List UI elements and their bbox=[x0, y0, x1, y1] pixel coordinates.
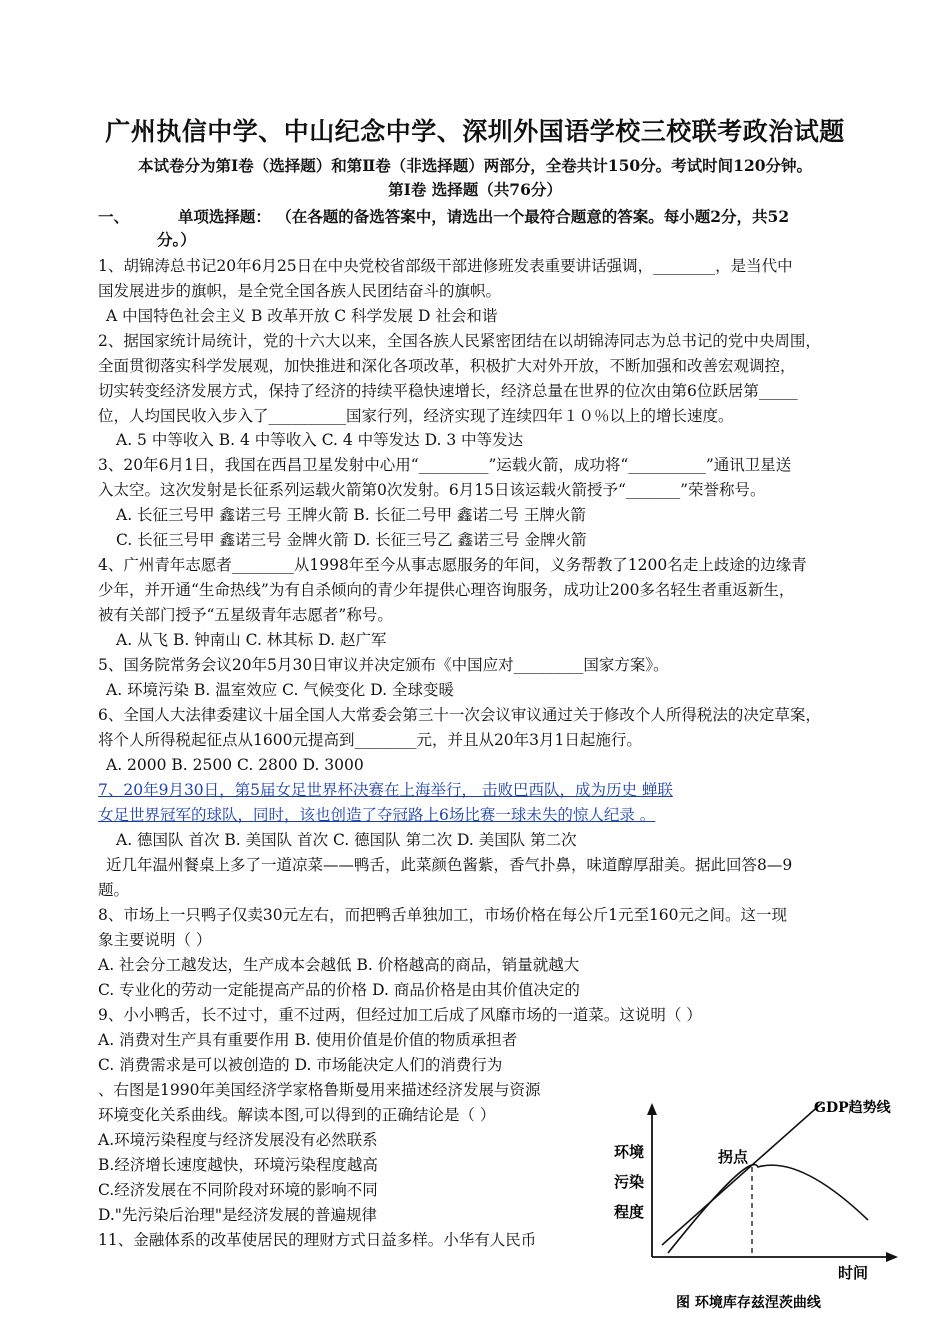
q8-9-intro: 近几年温州餐桌上多了一道凉菜——鸭舌，此菜颜色酱紫，香气扑鼻，味道醇厚甜美。据此回答8—9 bbox=[106, 856, 793, 874]
section1-label: 单项选择题： bbox=[177, 207, 271, 226]
q10-option-c: C.经济发展在不同阶段对环境的影响不同 bbox=[98, 1181, 378, 1199]
q3-options-cd: C. 长征三号甲 鑫诺三号 金牌火箭 D. 长征三号乙 鑫诺三号 金牌火箭 bbox=[116, 531, 587, 549]
q10-option-b: B.经济增长速度越快，环境污染程度越高 bbox=[98, 1156, 378, 1174]
q4-line3: 被有关部门授予“五星级青年志愿者”称号。 bbox=[98, 606, 393, 624]
gdp-trend-line bbox=[662, 1103, 822, 1245]
q4-options: A. 从飞 B. 钟南山 C. 林其标 D. 赵广军 bbox=[116, 631, 387, 649]
q10-option-d: D."先污染后治理"是经济发展的普遍规律 bbox=[98, 1206, 378, 1224]
q7-options: A. 德国队 首次 B. 美国队 首次 C. 德国队 第二次 D. 美国队 第二次 bbox=[116, 831, 577, 849]
q7-line1[interactable]: 7、20年9月30日，第5届女足世界杯决赛在上海举行， 击败巴西队，成为历史 蝉联 bbox=[98, 781, 673, 799]
q2-line3: 切实转变经济发展方式，保持了经济的持续平稳快速增长，经济总量在世界的位次由第6位跃居第_____ bbox=[98, 382, 798, 400]
y-axis-arrow bbox=[647, 1103, 657, 1115]
q8-options-cd: C. 专业化的劳动一定能提高产品的价格 D. 商品价格是由其价值决定的 bbox=[98, 981, 580, 999]
q6-line2: 将个人所得税起征点从1600元提高到________元，并且从20年3月1日起施行。 bbox=[98, 731, 642, 749]
q3-line2: 入太空。这次发射是长征系列运载火箭第0次发射。6月15日该运载火箭授予“_______”荣誉称号。 bbox=[98, 481, 766, 499]
q8-options-ab: A. 社会分工越发达，生产成本会越低 B. 价格越高的商品，销量就越大 bbox=[98, 956, 580, 974]
q5-options: A. 环境污染 B. 温室效应 C. 气候变化 D. 全球变暖 bbox=[106, 681, 454, 699]
q3-options-ab: A. 长征三号甲 鑫诺三号 王牌火箭 B. 长征二号甲 鑫诺二号 王牌火箭 bbox=[116, 506, 586, 524]
q3-line1: 3、20年6月1日，我国在西昌卫星发射中心用“_________”运载火箭，成功将“__________”通讯卫星送 bbox=[98, 456, 792, 474]
q9-options-cd: C. 消费需求是可以被创造的 D. 市场能决定人们的消费行为 bbox=[98, 1056, 503, 1074]
q7-line2[interactable]: 女足世界冠军的球队，同时，该也创造了夺冠路上6场比赛一球未失的惊人纪录 。 bbox=[98, 806, 656, 824]
q2-line4: 位，人均国民收入步入了__________国家行列，经济实现了连续四年１０％以上的增长速度。 bbox=[98, 407, 734, 425]
q6-options: A. 2000 B. 2500 C. 2800 D. 3000 bbox=[106, 756, 364, 774]
section1-desc: （在各题的备选答案中，请选出一个最符合题意的答案。每小题2分，共52 bbox=[276, 207, 790, 226]
kuznets-curve-figure bbox=[600, 1095, 910, 1335]
q9-line1: 9、小小鸭舌，长不过寸，重不过两，但经过加工后成了风靡市场的一道菜。这说明（ ） bbox=[98, 1006, 702, 1024]
q4-line2: 少年，并开通“生命热线”为有自杀倾向的青少年提供心理咨询服务，成功让200多名轻生者重返新生， bbox=[98, 581, 795, 599]
q5-line1: 5、国务院常务会议20年5月30日审议并决定颁布《中国应对_________国家方案》。 bbox=[98, 656, 669, 674]
exam-title: 广州执信中学、中山纪念中学、深圳外国语学校三校联考政治试题 bbox=[105, 117, 845, 146]
xaxis-label: 时间 bbox=[838, 1264, 869, 1282]
q11-line1: 11、金融体系的改革使居民的理财方式日益多样。小华有人民币 bbox=[98, 1231, 537, 1249]
q8-line2: 象主要说明（ ） bbox=[98, 931, 212, 949]
q6-line1: 6、全国人大法律委建议十届全国人大常委会第三十一次会议审议通过关于修改个人所得税法的决定草案， bbox=[98, 706, 821, 724]
inflection-label: 拐点 bbox=[718, 1148, 749, 1166]
part1-heading: 第Ⅰ卷 选择题（共76分） bbox=[388, 180, 562, 199]
q10-line1: 、右图是1990年美国经济学家格鲁斯曼用来描述经济发展与资源 bbox=[98, 1081, 541, 1099]
yaxis-label-2: 污染 bbox=[614, 1173, 645, 1191]
q8-line1: 8、市场上一只鸭子仅卖30元左右，而把鸭舌单独加工，市场价格在每公斤1元至160元之间。这一现 bbox=[98, 906, 788, 924]
x-axis-arrow bbox=[886, 1252, 898, 1262]
q9-options-ab: A. 消费对生产具有重要作用 B. 使用价值是价值的物质承担者 bbox=[98, 1031, 518, 1049]
yaxis-label-3: 程度 bbox=[614, 1203, 645, 1221]
q1-line1: 1、胡锦涛总书记20年6月25日在中央党校省部级干部进修班发表重要讲话强调，________，是当代中 bbox=[98, 257, 793, 275]
q8-9-intro-cont: 题。 bbox=[98, 881, 130, 899]
q1-line2: 国发展进步的旗帜，是全党全国各族人民团结奋斗的旗帜。 bbox=[98, 282, 502, 300]
q2-line1: 2、据国家统计局统计，党的十六大以来，全国各族人民紧密团结在以胡锦涛同志为总书记的党中央周围， bbox=[98, 332, 821, 350]
section1-num: 一、 bbox=[98, 207, 130, 226]
q2-options: A. 5 中等收入 B. 4 中等收入 C. 4 中等发达 D. 3 中等发达 bbox=[116, 431, 524, 449]
q10-option-a: A.环境污染程度与经济发展没有必然联系 bbox=[98, 1131, 378, 1149]
environment-curve bbox=[668, 1165, 868, 1253]
q2-line2: 全面贯彻落实科学发展观，加快推进和深化各项改革，积极扩大对外开放，不断加强和改善宏观调控， bbox=[98, 357, 796, 375]
section1-heading bbox=[98, 207, 789, 227]
yaxis-label-1: 环境 bbox=[614, 1143, 645, 1161]
q10-line2: 环境变化关系曲线。解读本图,可以得到的正确结论是（ ） bbox=[98, 1106, 496, 1124]
q4-line1: 4、广州青年志愿者________从1998年至今从事志愿服务的年间，义务帮教了1200名走上歧途的边缘青 bbox=[98, 556, 807, 574]
exam-intro: 本试卷分为第Ⅰ卷（选择题）和第Ⅱ卷（非选择题）两部分，全卷共计150分。考试时间120分钟。 bbox=[137, 156, 813, 175]
figure-caption: 图 环境库存兹涅茨曲线 bbox=[676, 1295, 821, 1311]
section1-desc-cont: 分。） bbox=[157, 230, 196, 249]
q1-options: A 中国特色社会主义 B 改革开放 C 科学发展 D 社会和谐 bbox=[106, 307, 498, 325]
gdp-label: GDP趋势线 bbox=[814, 1100, 891, 1116]
